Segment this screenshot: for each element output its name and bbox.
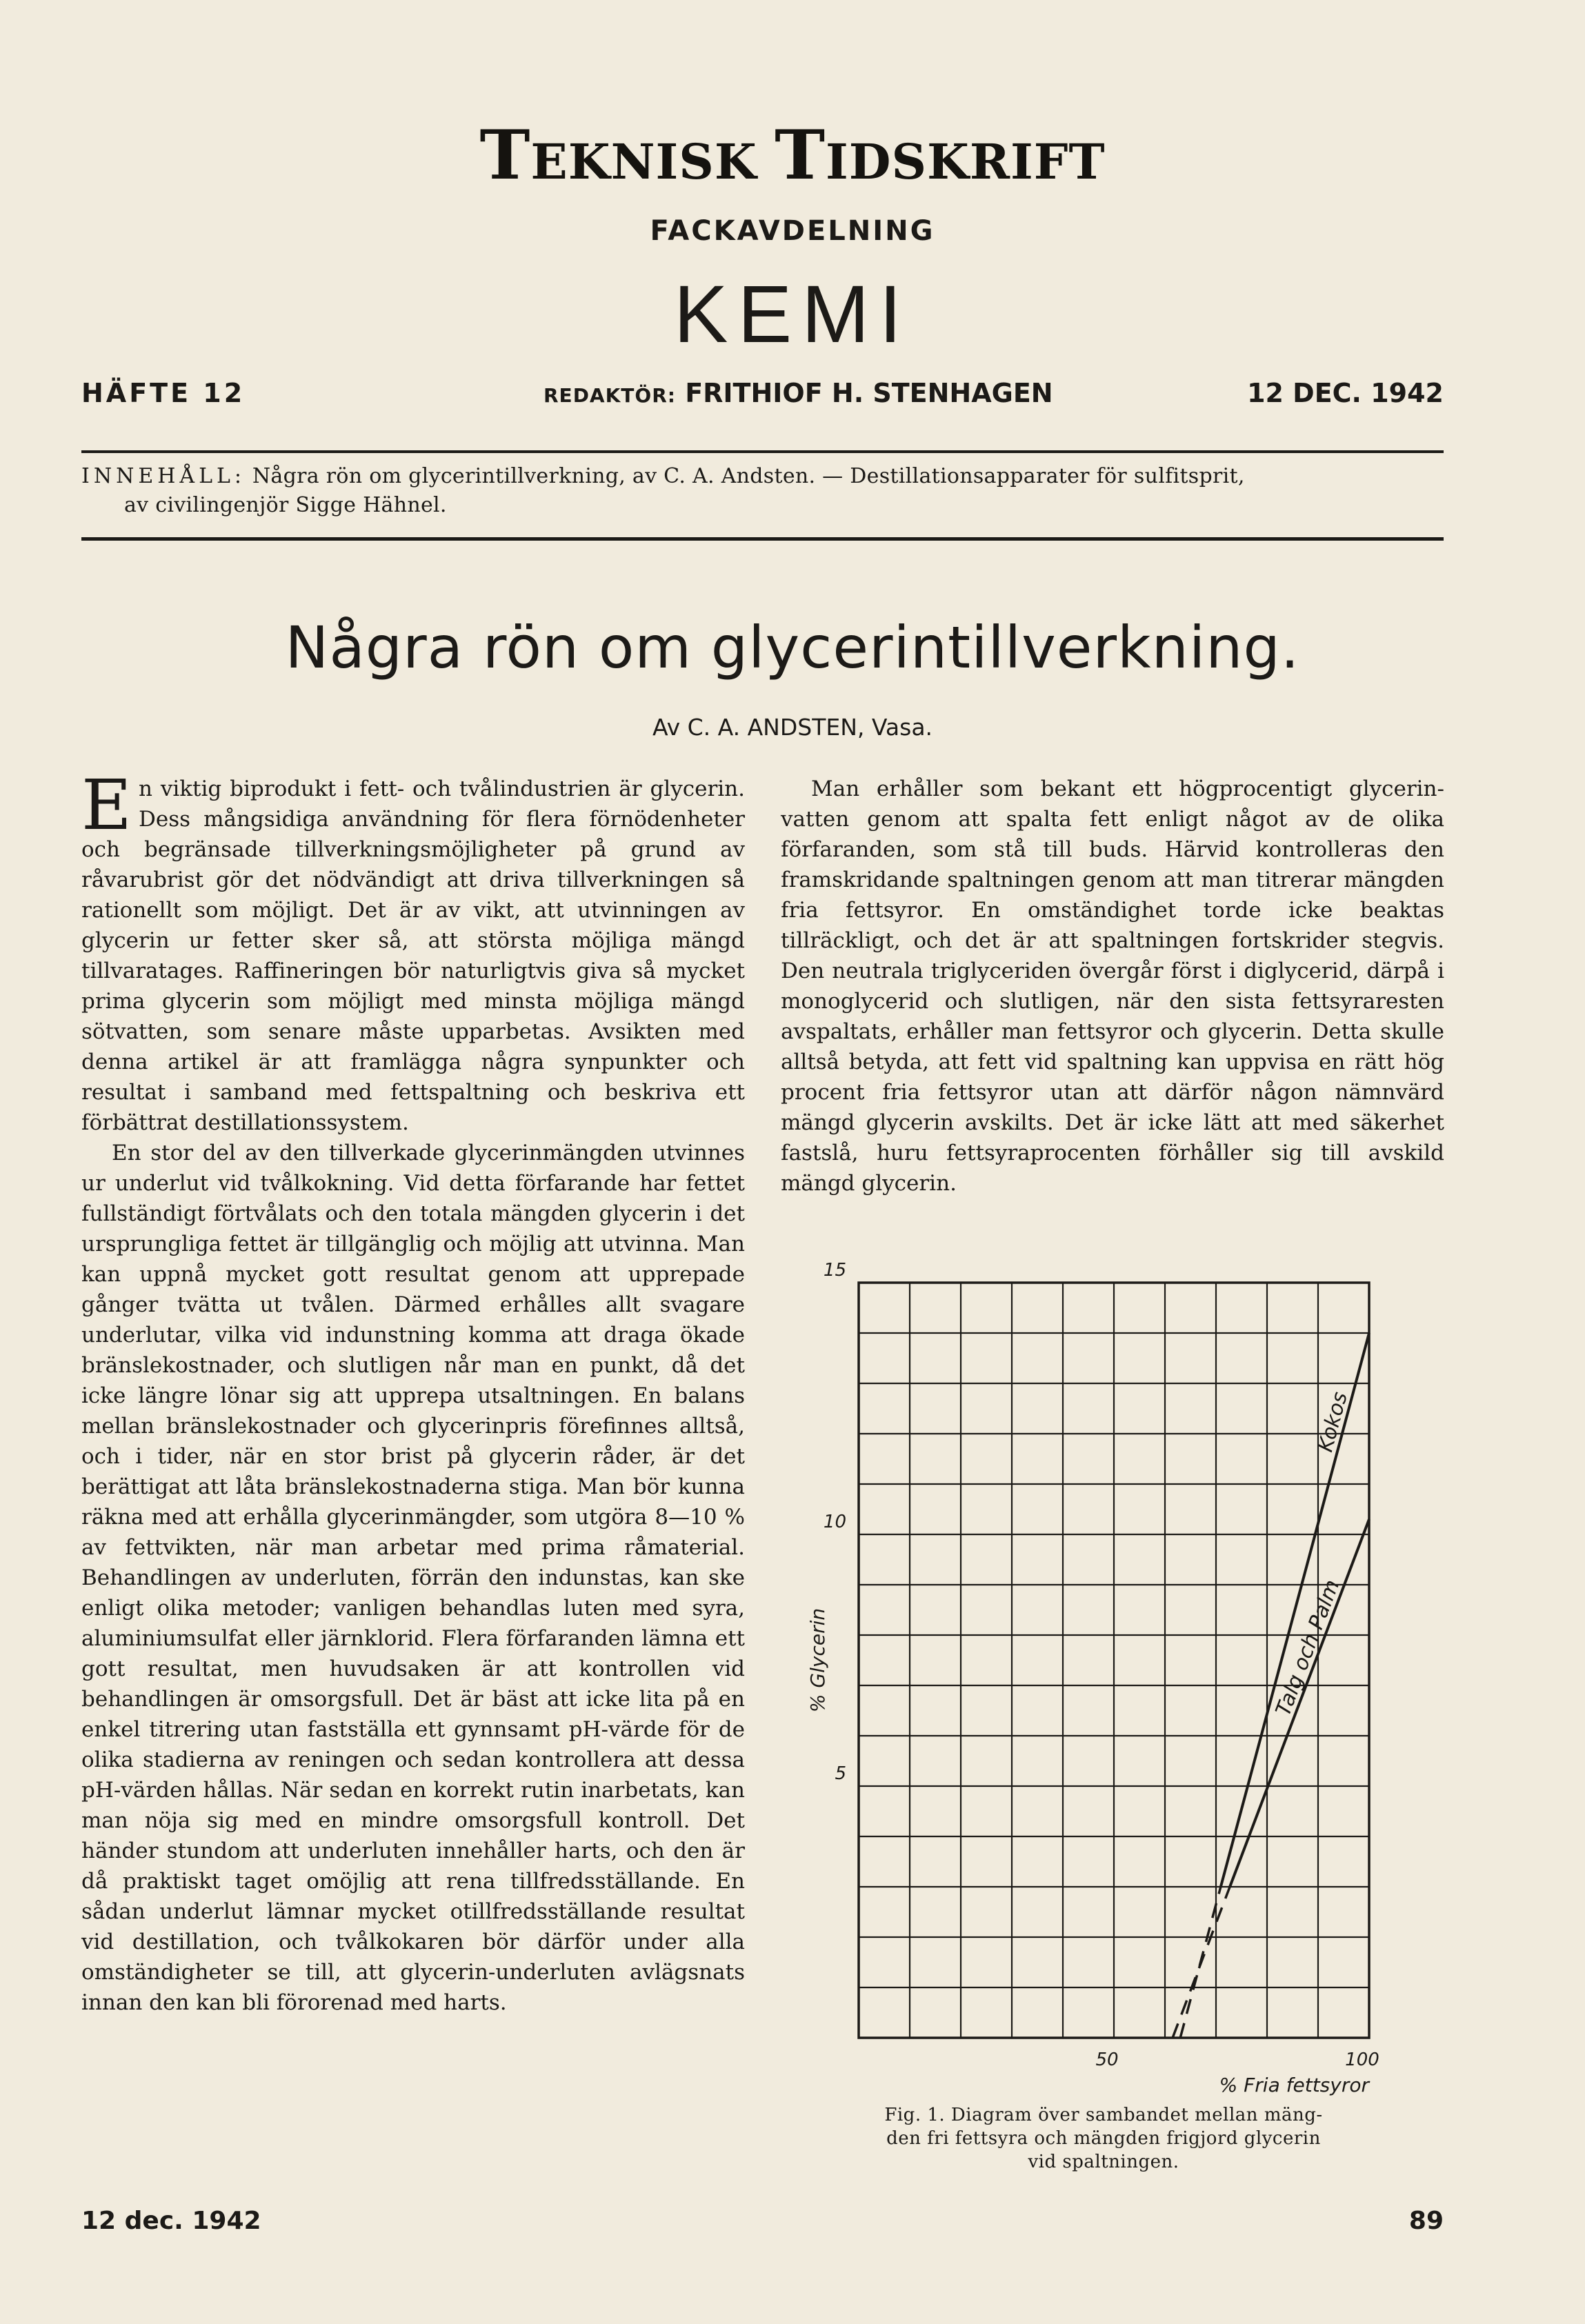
- series-label: Kokos: [1313, 1389, 1353, 1455]
- y-axis-label: % Glycerin: [806, 1607, 829, 1713]
- top-rule: [81, 450, 1444, 453]
- bottom-rule: [81, 537, 1444, 541]
- journal-title-word-2: IDSKRIFT: [826, 133, 1106, 190]
- caption-line-1: Fig. 1. Diagram över sambandet mellan mäng-: [884, 2105, 1323, 2125]
- right-column: [781, 774, 1444, 1199]
- paragraph: En stor del av den tillverkade glycerinmängden utvinnes ur underlut vid tvålkokning. Vid detta förfarande har fettet fullständigt förtvålats och den totala mängden glycerin i det ursprungliga fettet är tillgänglig och möjlig att utvinna. Man kan uppnå mycket gott resultat genom att upprepade gånger tvätta ut tvålen. Därmed erhålles allt svagare underlutar, vilka vid indunstning komma att draga ökade bränslekostnader, och slutligen når man en punkt, då det icke längre lönar sig att upprepa utsaltningen. En balans mellan bränslekostnader och glycerinpris förefinnes alltså, och i tider, när en stor brist på glycerin råder, är det berättigat att låta bränslekostnaderna stiga. Man bör kunna räkna med att erhålla glycerinmängder, som utgöra 8—10 % av fettvikten, när man arbetar med prima råmaterial. Behandlingen av underluten, förrän den indunstas, kan ske enligt olika metoder; vanligen behandlas luten med syra, aluminiumsulfat eller järnklorid. Flera förfaranden lämna ett gott resultat, men huvudsaken är att kontrollen vid behandlingen är omsorgsfull. Det är bäst att icke lita på en enkel titrering utan fastställa ett gynnsamt pH-värde för de olika stadierna av reningen och sedan kontrollera att dessa pH-värden hållas. När sedan en korrekt rutin inarbetats, kan man nöja sig med en mindre omsorgsfull kontroll. Det händer stundom att underluten innehåller harts, och den är då praktiskt taget omöjlig att rena tillfredsställande. En sådan underlut lämnar mycket otillfredsställande resultat vid destillation, och tvålkokaren bör därför under alla omständigheter se till, att glycerin-underluten avlägsnats innan den kan bli förorenad med harts.: [81, 1141, 745, 2015]
- y-tick-label: 5: [835, 1763, 846, 1784]
- y-tick-label: 15: [823, 1260, 846, 1281]
- glycerin-chart: [793, 1260, 1386, 2096]
- x-tick-label: 50: [1095, 2050, 1119, 2070]
- section-heading: KEMI: [673, 269, 912, 360]
- journal-title-cap-2: T: [775, 116, 826, 195]
- caption-line-3: vid spaltningen.: [1028, 2152, 1179, 2172]
- issue-date: 12 DEC. 1942: [1247, 378, 1444, 408]
- figure-caption: [807, 2103, 1400, 2174]
- contents-line-2: av civilingenjör Sigge Hähnel.: [124, 493, 447, 517]
- drop-cap: E: [81, 765, 132, 845]
- x-axis-label: % Fria fettsyror: [1219, 2074, 1369, 2096]
- contents-box: [81, 462, 1444, 520]
- footer-date: 12 dec. 1942: [81, 2207, 261, 2235]
- paragraph: [81, 765, 745, 1138]
- left-column: [81, 765, 745, 2018]
- paragraph-text: n viktig biprodukt i fett- och tvålindustrien är glycerin. Dess mångsidiga användning för flera förnödenheter och begränsade tillverkningsmöjligheter på grund av råvarubrist gör det nödvändigt att driva tillverkningen så rationellt som möjligt. Det är av vikt, att utvinningen av glycerin ur fetter sker så, att största möjliga mängd tillvaratages. Raffineringen bör naturligtvis giva så mycket prima glycerin som möjligt med minsta möjliga mängd sötvatten, som senare måste upparbetas. Avsikten med denna artikel är att framlägga några synpunkter och resultat i samband med fettspaltning och beskriva ett förbättrat destillationssystem.: [81, 777, 745, 1135]
- contents-label: INNEHÅLL:: [81, 464, 246, 488]
- department-heading: FACKAVDELNING: [650, 215, 935, 247]
- paragraph: Man erhåller som bekant ett högprocentigt glycerin-vatten genom att spalta fett enligt något av de olika förfaranden, som stå till buds. Härvid kontrolleras den framskridande spaltningen genom att man titrerar mängden fria fettsyror. En omständighet torde icke beaktas tillräckligt, och det är att spaltningen fortskrider stegvis. Den neutrala triglyceriden övergår först i diglycerid, därpå i monoglycerid och slutligen, när den sista fettsyraresten avspaltats, erhåller man fettsyror och glycerin. Detta skulle alltså betyda, att fett vid spaltning kan uppvisa en rätt hög procent fria fettsyror utan att därför någon nämnvärd mängd glycerin avskilts. Det är icke lätt att med säkerhet fastslå, huru fettsyraprocenten förhåller sig till avskild mängd glycerin.: [781, 777, 1444, 1196]
- y-tick-label: 10: [823, 1512, 846, 1532]
- series-line-dashed: [1173, 1887, 1230, 2038]
- figure-1: [793, 1260, 1386, 2096]
- article-title: Några rön om glycerintillverkning.: [285, 614, 1300, 681]
- x-tick-label: 100: [1345, 2050, 1379, 2070]
- caption-line-2: den fri fettsyra och mängden frigjord glycerin: [886, 2128, 1321, 2149]
- journal-title-cap-1: T: [479, 116, 531, 195]
- issue-number: HÄFTE 12: [81, 378, 246, 408]
- article-byline: Av C. A. ANDSTEN, Vasa.: [652, 714, 933, 741]
- journal-title: [0, 116, 1585, 195]
- editor-line: [544, 378, 1053, 408]
- journal-title-word-1: EKNISK: [530, 133, 757, 190]
- issue-row: [81, 378, 1444, 412]
- contents-line-1: [81, 462, 1444, 491]
- contents-text-1: Några rön om glycerintillverkning, av C. A. Andsten. — Destillationsapparater för sulfitsprit,: [252, 464, 1245, 488]
- editor-name: FRITHIOF H. STENHAGEN: [685, 378, 1053, 408]
- page-number: 89: [1408, 2207, 1444, 2235]
- series-label: Talg och Palm: [1271, 1576, 1345, 1719]
- editor-label: REDAKTÖR:: [544, 384, 676, 407]
